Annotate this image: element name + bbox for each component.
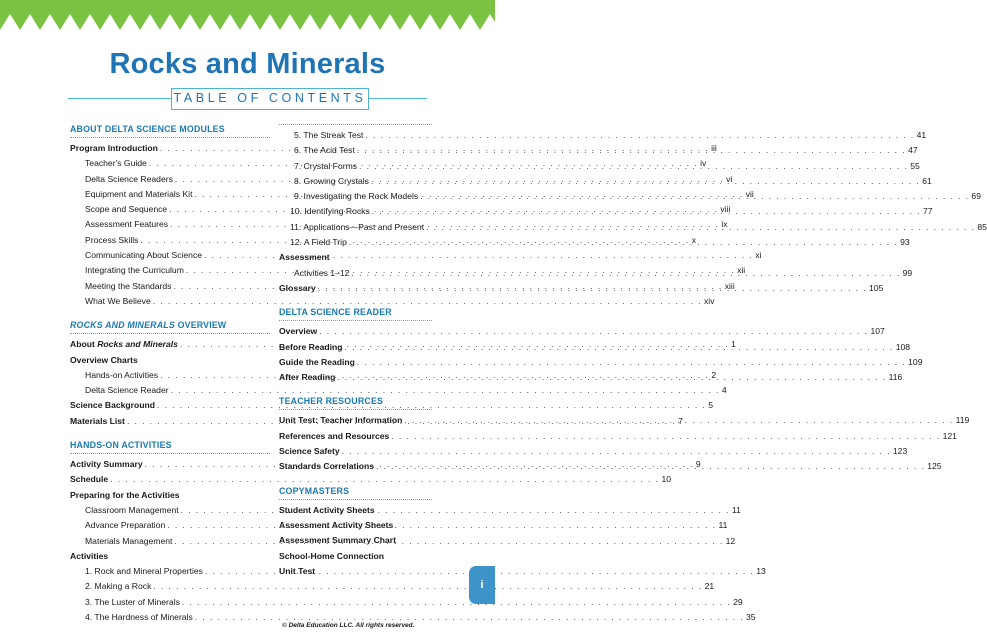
toc-entry[interactable]: Communicating About Science . . . xi (70, 248, 270, 263)
section-heading-reader: DELTA SCIENCE READER (279, 307, 432, 321)
toc-heading-bar (0, 88, 495, 110)
copymaster-item[interactable]: Assessment Activity Sheets (279, 519, 394, 530)
copymaster-item[interactable]: Student Activity Sheets (279, 504, 375, 515)
toc-entry[interactable]: Scope and Sequence . . . viii (70, 202, 270, 217)
toc-entry[interactable]: 12. A Field Trip . . . 93 (279, 235, 432, 250)
toc-entry[interactable]: Hands-on Activities . . . 2 (70, 368, 270, 383)
toc-entry[interactable]: Materials Management . . . 12 (70, 534, 270, 549)
toc-entry[interactable]: Unit Test: Teacher Information . . . 119 (279, 413, 432, 428)
toc-entry[interactable]: 4. The Hardness of Minerals . . . 35 (70, 610, 270, 625)
toc-entry[interactable]: Equipment and Materials Kit . . . vii (70, 187, 270, 202)
page-title: Rocks and Minerals (109, 48, 386, 80)
section-heading-hands-on: HANDS-ON ACTIVITIES (70, 440, 270, 454)
toc-entry[interactable]: What We Believe . . . xiv (70, 294, 270, 309)
toc-subheading: Overview Charts (70, 354, 138, 365)
toc-entry[interactable]: 3. The Luster of Minerals . . . 29 (70, 595, 270, 610)
toc-entry[interactable]: Integrating the Curriculum . . . xii (70, 263, 270, 278)
toc-entry[interactable]: Delta Science Reader . . . 4 (70, 383, 270, 398)
toc-entry[interactable]: References and Resources . . . 121 (279, 429, 432, 444)
toc-subheading: Assessment (279, 252, 330, 263)
toc-entry[interactable]: Glossary . . . 105 (279, 281, 432, 296)
toc-subheading: Preparing for the Activities (70, 489, 180, 500)
toc-entry[interactable]: 11. Applications—Past and Present . . . 85 (279, 220, 432, 235)
page-number-tab: i (469, 566, 495, 604)
toc-entry[interactable]: Standards Correlations . . . 125 (279, 459, 432, 474)
toc-entry[interactable]: After Reading . . . 116 (279, 370, 432, 385)
toc-entry[interactable]: Assessment Features . . . ix (70, 217, 270, 232)
toc-entry[interactable]: Program Introduction . . . iii (70, 141, 270, 156)
toc-entry[interactable]: 9. Investigating the Rock Models . . . 69 (279, 189, 432, 204)
toc-entry[interactable]: 7. Crystal Forms . . . 55 (279, 159, 432, 174)
toc-entry[interactable]: Activity Summary . . . 9 (70, 457, 270, 472)
toc-rule-right (369, 98, 427, 99)
toc-entry[interactable]: 10. Identifying Rocks . . . 77 (279, 204, 432, 219)
toc-entry[interactable]: Delta Science Readers . . . vi (70, 172, 270, 187)
toc-entry[interactable]: Classroom Management . . . 11 (70, 503, 270, 518)
section-heading-overview: ROCKS AND MINERALS OVERVIEW (70, 320, 270, 334)
toc-label: TABLE OF CONTENTS (171, 88, 369, 110)
toc-entry[interactable]: About Rocks and Minerals . . . 1 (70, 337, 270, 352)
toc-entry[interactable]: Science Safety . . . 123 (279, 444, 432, 459)
toc-entry[interactable]: Activities 1–12 . . . 99 (279, 266, 432, 281)
toc-entry[interactable]: Meeting the Standards . . . xiii (70, 279, 270, 294)
triangle-pattern-graphic (0, 0, 495, 30)
section-heading-about: ABOUT DELTA SCIENCE MODULES (70, 124, 270, 138)
decorative-triangle-band (0, 0, 495, 30)
copymaster-item[interactable]: Assessment Summary Chart (279, 535, 397, 546)
toc-entry[interactable]: Advance Preparation . . . 11 (70, 518, 270, 533)
toc-entry[interactable]: 2. Making a Rock . . . 21 (70, 579, 270, 594)
toc-entry[interactable]: Before Reading . . . 108 (279, 340, 432, 355)
toc-entry[interactable]: 6. The Acid Test . . . 47 (279, 143, 432, 158)
toc-entry[interactable]: Overview . . . 107 (279, 324, 432, 339)
section-heading-copymasters: COPYMASTERS (279, 486, 432, 500)
toc-entry[interactable]: Teacher's Guide . . . iv (70, 156, 270, 171)
toc-rule-left (68, 98, 171, 99)
section-heading-teacher-resources: TEACHER RESOURCES (279, 396, 432, 410)
toc-entry[interactable]: Science Background . . . 5 (70, 398, 270, 413)
copymaster-item[interactable]: School-Home Connection (279, 550, 385, 561)
toc-entry[interactable]: Schedule . . . 10 (70, 472, 270, 487)
toc-entry[interactable]: 1. Rock and Mineral Properties . . . 13 (70, 564, 270, 579)
toc-entry[interactable]: Guide the Reading . . . 109 (279, 355, 432, 370)
toc-subheading: Activities (70, 550, 109, 561)
copyright-footer: © Delta Education LLC. All rights reserved. (282, 622, 415, 629)
copymaster-item[interactable]: Unit Test (279, 565, 316, 576)
toc-entry[interactable]: Materials List . . . 7 (70, 414, 270, 429)
toc-entry[interactable]: 5. The Streak Test . . . 41 (279, 128, 432, 143)
toc-entry[interactable]: Process Skills . . . x (70, 233, 270, 248)
toc-entry[interactable]: 8. Growing Crystals . . . 61 (279, 174, 432, 189)
